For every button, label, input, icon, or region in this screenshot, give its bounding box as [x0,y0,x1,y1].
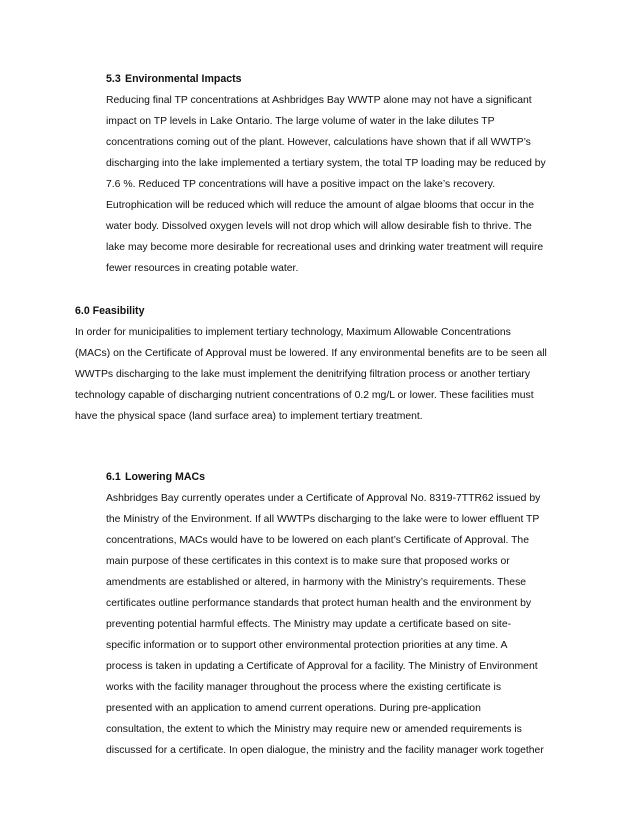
paragraph-line: Reducing final TP concentrations at Ashbridges Bay WWTP alone may not have a significant [106,95,532,106]
section-heading-6-0: 6.0 Feasibility [75,305,145,317]
paragraph-line: discharging into the lake implemented a tertiary system, the total TP loading may be reduced by [106,158,546,169]
section-title: Lowering MACs [125,471,206,483]
paragraph-line: presented with an application to amend current operations. During pre-application [106,703,481,714]
paragraph-line: impact on TP levels in Lake Ontario. The large volume of water in the lake dilutes TP [106,116,495,127]
paragraph-line: concentrations coming out of the plant. However, calculations have shown that if all WWTP’s [106,137,531,148]
section-paragraph [106,90,568,279]
section-number: 5.3 [106,73,121,85]
paragraph-line: fewer resources in creating potable water. [106,263,299,274]
paragraph-line: certificates outline performance standards that protect human health and the environment by [106,598,532,609]
paragraph-line: preventing potential harmful effects. The Ministry may update a certificate based on site- [106,619,512,630]
section-5-3 [106,72,568,279]
section-6-1 [106,470,568,761]
paragraph-line: In order for municipalities to implement tertiary technology, Maximum Allowable Concentrations [75,327,511,338]
paragraph-line: Ashbridges Bay currently operates under a Certificate of Approval No. 8319-7TTR62 issued by [106,493,541,504]
paragraph-line: the Ministry of the Environment. If all WWTPs discharging to the lake were to lower effluent TP [106,514,540,525]
paragraph-line: discussed for a certificate. In open dialogue, the ministry and the facility manager work together [106,745,544,756]
paragraph-line: 7.6 %. Reduced TP concentrations will have a positive impact on the lake’s recovery. [106,179,496,190]
paragraph-line: main purpose of these certificates in this context is to make sure that proposed works or [106,556,510,567]
paragraph-line: WWTPs discharging to the lake must implement the denitrifying filtration process or another tertiary [75,369,531,380]
paragraph-line: specific information or to support other environmental protection priorities at any time. A [106,640,508,651]
paragraph-line: have the physical space (land surface area) to implement tertiary treatment. [75,411,423,422]
paragraph-line: consultation, the extent to which the Ministry may require new or amended requirements is [106,724,522,735]
section-paragraph [75,322,570,427]
paragraph-line: (MACs) on the Certificate of Approval must be lowered. If any environmental benefits are to be seen all [75,348,547,359]
section-6-0 [75,304,570,427]
section-title: Environmental Impacts [125,73,242,85]
paragraph-line: amendments are established or altered, in harmony with the Ministry’s requirements. These [106,577,527,588]
section-heading-5-3 [106,72,568,86]
section-number: 6.1 [106,471,121,483]
section-paragraph [106,488,568,761]
paragraph-line: water body. Dissolved oxygen levels will not drop which will allow desirable fish to thrive. The [106,221,532,232]
paragraph-line: technology capable of discharging nutrient concentrations of 0.2 mg/L or lower. These facilities must [75,390,534,401]
paragraph-line: concentrations, MACs would have to be lowered on each plant’s Certificate of Approval. The [106,535,529,546]
paragraph-line: Eutrophication will be reduced which will reduce the amount of algae blooms that occur in the [106,200,534,211]
paragraph-line: works with the facility manager throughout the process where the existing certificate is [106,682,502,693]
section-heading-6-1 [106,470,568,484]
paragraph-line: lake may become more desirable for recreational uses and drinking water treatment will require [106,242,544,253]
paragraph-line: process is taken in updating a Certificate of Approval for a facility. The Ministry of Environment [106,661,538,672]
